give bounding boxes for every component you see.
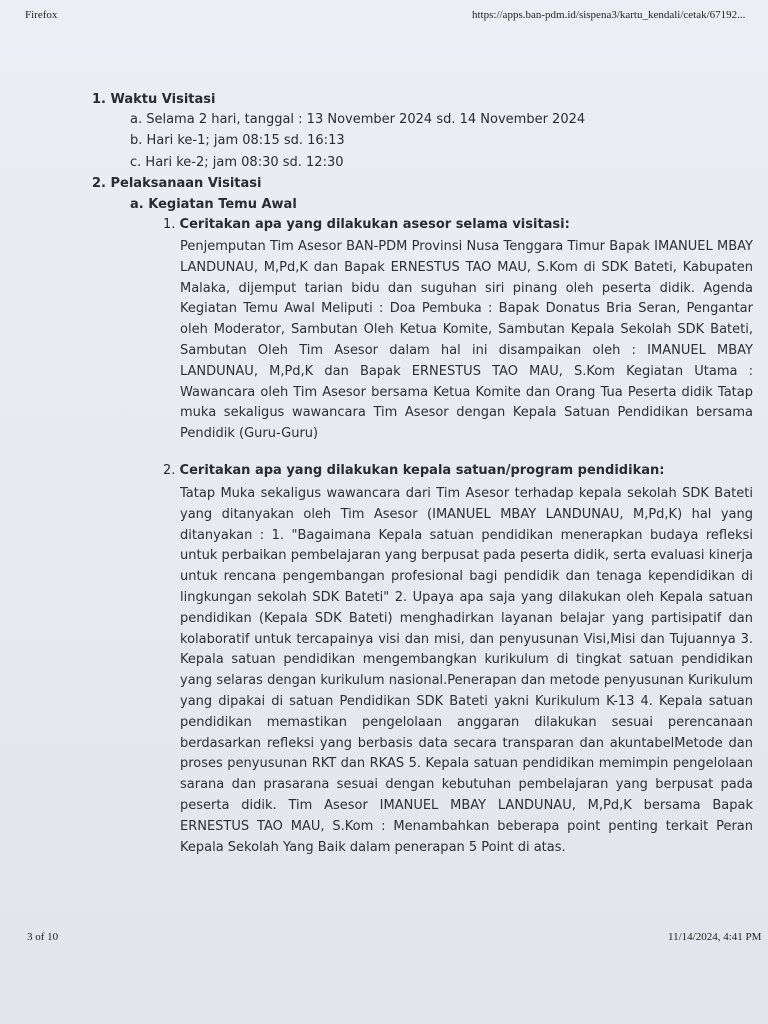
page-counter: 3 of 10	[27, 931, 59, 943]
question-1-title: Ceritakan apa yang dilakukan asesor selama visitasi:	[179, 217, 570, 232]
question-1-body: Penjemputan Tim Asesor BAN-PDM Provinsi Nusa Tenggara Timur Bapak IMANUEL MBAY LANDUNAU, M,Pd,K dan Bapak ERNESTUS TAO MAU, S.Kom di SDK Bateti, Kabupaten Malaka, dijemput tarian bidu dan suguhan siri pinang oleh peserta didik. Agenda Kegiatan Temu Awal Meliputi : Doa Pembuka : Bapak Donatus Bria Seran, Pengantar oleh Moderator, Sambutan Oleh Ketua Komite, Sambutan Kepala Sekolah SDK Bateti, Sambutan Oleh Tim Asesor dalam hal ini disampaikan oleh : IMANUEL MBAY LANDUNAU, M,Pd,K dan Bapak ERNESTUS TAO MAU, S.Kom Kegiatan Utama : Wawancara oleh Tim Asesor bersama Ketua Komite dan Orang Tua Peserta didik Tatap muka sekaligus wawancara Tim Asesor dengan Kepala Satuan Pendidikan bersama Pendidik (Guru-Guru)	[180, 239, 753, 442]
question-2-number: 2.	[163, 463, 176, 478]
sub-a-label: a. Kegiatan Temu Awal	[130, 197, 297, 212]
print-datetime: 11/14/2024, 4:41 PM	[668, 931, 762, 943]
section1-title: 1. Waktu Visitasi	[92, 92, 216, 107]
section1-item-b: b. Hari ke-1; jam 08:15 sd. 16:13	[130, 133, 345, 148]
question-1-number: 1.	[163, 217, 176, 232]
question-2-body: Tatap Muka sekaligus wawancara dari Tim Asesor terhadap kepala sekolah SDK Bateti yang ditanyakan oleh Tim Asesor (IMANUEL MBAY LANDUNAU, M,Pd,K) hal yang ditanyakan : 1. "Bagaimana Kepala satuan pendidikan menerapkan budaya refleksi untuk perbaikan pembelajaran yang berpusat pada peserta didik, serta evaluasi kinerja untuk rencana pengembangan profesional bagi pendidik dan tenaga kependidikan di lingkungan sekolah SDK Bateti" 2. Upaya apa saja yang dilakukan oleh Kepala satuan pendidikan (Kepala SDK Bateti) menghadirkan layanan belajar yang partisipatif dan kolaboratif untuk tercapainya visi dan misi, dan penyusunan Visi,Misi dan Tujuannya 3. Kepala satuan pendidikan mengembangkan kurikulum di tingkat satuan pendidikan yang selaras dengan kurikulum nasional.Penerapan dan metode penyusunan Kurikulum yang dipakai di satuan Pendidikan SDK Bateti yakni Kurikulum K-13 4. Kepala satuan pendidikan memastikan pengelolaan anggaran dilakukan sesuai perencanaan berdasarkan refleksi yang berbasis data secara transparan dan akuntabelMetode dan proses penyusunan RKT dan RKAS 5. Kepala satuan pendidikan memimpin pengelolaan sarana dan prasarana sesuai dengan kebutuhan pembelajaran yang berpusat pada peserta didik. Tim Asesor IMANUEL MBAY LANDUNAU, M,Pd,K bersama Bapak ERNESTUS TAO MAU, S.Kom : Menambahkan beberapa point penting terkait Peran Kepala Sekolah Yang Baik dalam penerapan 5 Point di atas.	[180, 486, 753, 855]
page-url[interactable]: https://apps.ban-pdm.id/sispena3/kartu_kendali/cetak/67192...	[472, 9, 746, 21]
section2-sub-a	[130, 196, 297, 214]
section1-item-c: c. Hari ke-2; jam 08:30 sd. 12:30	[130, 155, 344, 170]
section2-title: 2. Pelaksanaan Visitasi	[92, 176, 262, 191]
section1-item-a: a. Selama 2 hari, tanggal : 13 November 2024 sd. 14 November 2024	[130, 112, 586, 127]
question-2-heading	[163, 463, 664, 478]
browser-name: Firefox	[25, 9, 58, 21]
question-1-heading	[163, 217, 570, 232]
question-2-title: Ceritakan apa yang dilakukan kepala satuan/program pendidikan:	[179, 463, 665, 478]
